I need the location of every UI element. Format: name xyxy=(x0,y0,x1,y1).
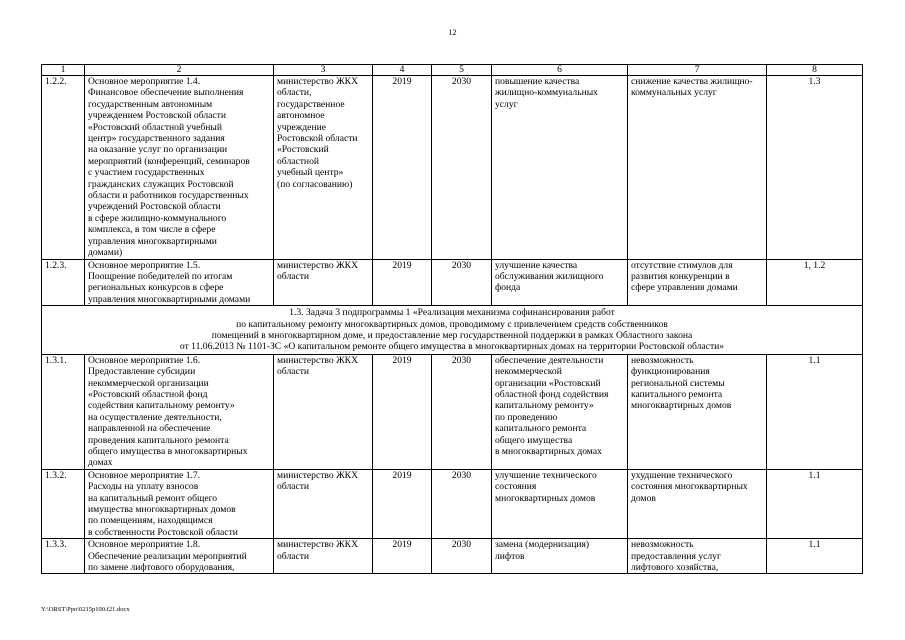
text-line: лифтов xyxy=(495,550,525,562)
text-line: сфере управления домами xyxy=(631,282,738,294)
end-year: 2030 xyxy=(432,76,492,260)
text-line: проведения капитального ремонта xyxy=(88,434,229,446)
expected-result xyxy=(492,469,628,538)
text-line: области xyxy=(277,481,310,493)
text-line: области xyxy=(277,550,310,562)
text-line: Расходы на уплату взносов xyxy=(88,481,199,493)
executor xyxy=(274,76,373,260)
text-line: развития конкуренции в xyxy=(631,270,730,282)
indicator-link: 1.3 xyxy=(767,76,863,260)
section-title xyxy=(42,306,863,355)
consequence xyxy=(628,469,767,538)
table-row xyxy=(42,539,863,574)
text-line: содействия капитальному ремонту» xyxy=(88,400,235,412)
table-row xyxy=(42,76,863,260)
text-line: министерство ЖКХ xyxy=(277,76,359,87)
text-line: улучшение технического xyxy=(495,469,597,481)
text-line: 1.3. Задача 3 подпрограммы 1 «Реализация механизма софинансирования работ xyxy=(289,307,615,319)
section-header-row xyxy=(42,306,863,355)
column-numbers-row xyxy=(42,65,863,76)
text-line: некоммерческой xyxy=(495,366,562,378)
text-line: Основное мероприятие 1.7. xyxy=(88,469,201,481)
text-line: от 11.06.2013 № 1101-ЗС «О капитальном ремонте общего имущества в многоквартирных домах на территории Ростовской области» xyxy=(179,341,725,353)
text-line: министерство ЖКХ xyxy=(277,354,359,366)
text-line: Поощрение победителей по итогам xyxy=(88,270,233,282)
expected-result xyxy=(492,76,628,260)
text-line: некоммерческой организации xyxy=(88,377,209,389)
text-line: организации «Ростовский xyxy=(495,377,601,389)
text-line: с участием государственных xyxy=(88,167,205,179)
start-year: 2019 xyxy=(373,259,432,306)
text-line: министерство ЖКХ xyxy=(277,539,359,551)
text-line: повышение качества xyxy=(495,76,580,87)
text-line: лифтового хозяйства, xyxy=(631,562,719,574)
text-line: снижение качества жилищно- xyxy=(631,76,753,87)
text-line: учреждение xyxy=(277,121,326,133)
text-line: государственным автономным xyxy=(88,98,213,110)
text-line: многоквартирных домов xyxy=(495,492,596,504)
column-number: 8 xyxy=(767,65,863,76)
expected-result xyxy=(492,259,628,306)
event-name xyxy=(85,259,274,306)
event-name xyxy=(85,76,274,260)
indicator-link: 1.1 xyxy=(767,539,863,574)
executor xyxy=(274,469,373,538)
text-line: состояния многоквартирных xyxy=(631,481,748,493)
consequence xyxy=(628,259,767,306)
text-line: Основное мероприятие 1.6. xyxy=(88,354,201,366)
text-line: обеспечение деятельности xyxy=(495,354,604,366)
text-line: «Ростовский областной учебный xyxy=(88,121,222,133)
consequence xyxy=(628,539,767,574)
executor xyxy=(274,354,373,469)
text-line: региональных конкурсов в сфере xyxy=(88,282,224,294)
start-year: 2019 xyxy=(373,539,432,574)
row-number: 1.3.2. xyxy=(42,469,85,538)
start-year: 2019 xyxy=(373,469,432,538)
consequence xyxy=(628,76,767,260)
table-row xyxy=(42,354,863,469)
end-year: 2030 xyxy=(432,469,492,538)
text-line: Обеспечение реализации мероприятий xyxy=(88,550,247,562)
text-line: учреждением Ростовской области xyxy=(88,110,226,122)
text-line: обслуживания жилищного xyxy=(495,270,604,282)
text-line: области xyxy=(277,270,310,282)
text-line: гражданских служащих Ростовской xyxy=(88,178,234,190)
text-line: министерство ЖКХ xyxy=(277,469,359,481)
text-line: «Ростовский xyxy=(277,144,329,156)
end-year: 2030 xyxy=(432,539,492,574)
page-number: 12 xyxy=(448,28,457,37)
text-line: по проведению xyxy=(495,411,558,423)
event-name xyxy=(85,469,274,538)
row-number: 1.2.3. xyxy=(42,259,85,306)
text-line: областной фонд содействия xyxy=(495,388,609,400)
text-line: имущества многоквартирных домов xyxy=(88,504,236,516)
text-line: состояния xyxy=(495,481,537,493)
column-number: 6 xyxy=(492,65,628,76)
text-line: Финансовое обеспечение выполнения xyxy=(88,87,244,99)
text-line: министерство ЖКХ xyxy=(277,259,359,271)
text-line: направленной на обеспечение xyxy=(88,423,211,435)
text-line: автономное xyxy=(277,110,325,122)
indicator-link: 1, 1.2 xyxy=(767,259,863,306)
executor xyxy=(274,539,373,574)
text-line: Предоставление субсидии xyxy=(88,366,196,378)
text-line: области, xyxy=(277,87,312,99)
end-year: 2030 xyxy=(432,259,492,306)
text-line: государственное xyxy=(277,98,345,110)
text-line: Основное мероприятие 1.8. xyxy=(88,539,201,551)
text-line: капитального ремонта xyxy=(631,388,723,400)
text-line: региональной системы xyxy=(631,377,725,389)
column-number: 7 xyxy=(628,65,767,76)
text-line: в сфере жилищно-коммунального xyxy=(88,212,227,224)
text-line: домах xyxy=(88,457,113,469)
text-line: (по согласованию) xyxy=(277,178,353,190)
text-line: комплекса, в том числе в сфере xyxy=(88,224,216,236)
text-line: мероприятий (конференций, семинаров xyxy=(88,155,250,167)
indicator-link: 1.1 xyxy=(767,354,863,469)
consequence xyxy=(628,354,767,469)
text-line: Ростовской области xyxy=(277,133,358,145)
text-line: учреждений Ростовской области xyxy=(88,201,221,213)
text-line: областной xyxy=(277,155,320,167)
text-line: в многоквартирных домах xyxy=(495,446,602,457)
text-line: помещений в многоквартирном доме, и предоставление мер государственной поддержки в рамках Областного закона xyxy=(211,329,693,341)
column-number: 3 xyxy=(274,65,373,76)
text-line: предоставления услуг xyxy=(631,550,721,562)
event-name xyxy=(85,354,274,469)
text-line: на осуществление деятельности, xyxy=(88,411,222,423)
expected-result xyxy=(492,354,628,469)
text-line: улучшение качества xyxy=(495,259,578,271)
column-number: 5 xyxy=(432,65,492,76)
text-line: Основное мероприятие 1.5. xyxy=(88,259,201,271)
column-number: 4 xyxy=(373,65,432,76)
text-line: ухудшение технического xyxy=(631,469,733,481)
text-line: фонда xyxy=(495,282,521,294)
start-year: 2019 xyxy=(373,76,432,260)
column-number: 2 xyxy=(85,65,274,76)
text-line: управления многоквартирными xyxy=(88,235,217,247)
text-line: общего имущества в многоквартирных xyxy=(88,446,248,457)
expected-result xyxy=(492,539,628,574)
row-number: 1.3.1. xyxy=(42,354,85,469)
events-table xyxy=(41,64,863,574)
text-line: жилищно-коммунальных xyxy=(495,87,598,99)
text-line: отсутствие стимулов для xyxy=(631,259,733,271)
event-name xyxy=(85,539,274,574)
text-line: «Ростовский областной фонд xyxy=(88,388,208,400)
text-line: в собственности Ростовской области xyxy=(88,526,238,538)
text-line: по капитальному ремонту многоквартирных домов, проводимому с привлечением средств собственников xyxy=(236,318,668,330)
text-line: области и работников государственных xyxy=(88,190,249,202)
text-line: общего имущества xyxy=(495,434,573,446)
row-number: 1.2.2. xyxy=(42,76,85,260)
text-line: по помещениям, находящимся xyxy=(88,515,213,527)
start-year: 2019 xyxy=(373,354,432,469)
text-line: на капитальный ремонт общего xyxy=(88,492,218,504)
text-line: центр» государственного задания xyxy=(88,133,225,145)
text-line: по замене лифтового оборудования, xyxy=(88,562,235,574)
text-line: учебный центр» xyxy=(277,167,344,179)
file-path-footer: Y:\ORST\Ppo\0215p100.f21.docx xyxy=(41,606,130,613)
text-line: домами) xyxy=(88,247,123,259)
indicator-link: 1.1 xyxy=(767,469,863,538)
text-line: коммунальных услуг xyxy=(631,87,717,99)
executor xyxy=(274,259,373,306)
text-line: капитального ремонта xyxy=(495,423,587,435)
text-line: на оказание услуг по организации xyxy=(88,144,228,156)
row-number: 1.3.3. xyxy=(42,539,85,574)
text-line: управления многоквартирными домами xyxy=(88,293,251,305)
text-line: невозможность xyxy=(631,539,694,551)
end-year: 2030 xyxy=(432,354,492,469)
text-line: невозможность xyxy=(631,354,694,366)
text-line: Основное мероприятие 1.4. xyxy=(88,76,201,87)
text-line: функционирования xyxy=(631,366,710,378)
text-line: области xyxy=(277,366,310,378)
text-line: услуг xyxy=(495,98,518,110)
text-line: капитальному ремонту» xyxy=(495,400,594,412)
column-number: 1 xyxy=(42,65,85,76)
table-row xyxy=(42,469,863,538)
text-line: многоквартирных домов xyxy=(631,400,732,412)
text-line: замена (модернизация) xyxy=(495,539,590,551)
text-line: домов xyxy=(631,492,656,504)
table-row xyxy=(42,259,863,306)
